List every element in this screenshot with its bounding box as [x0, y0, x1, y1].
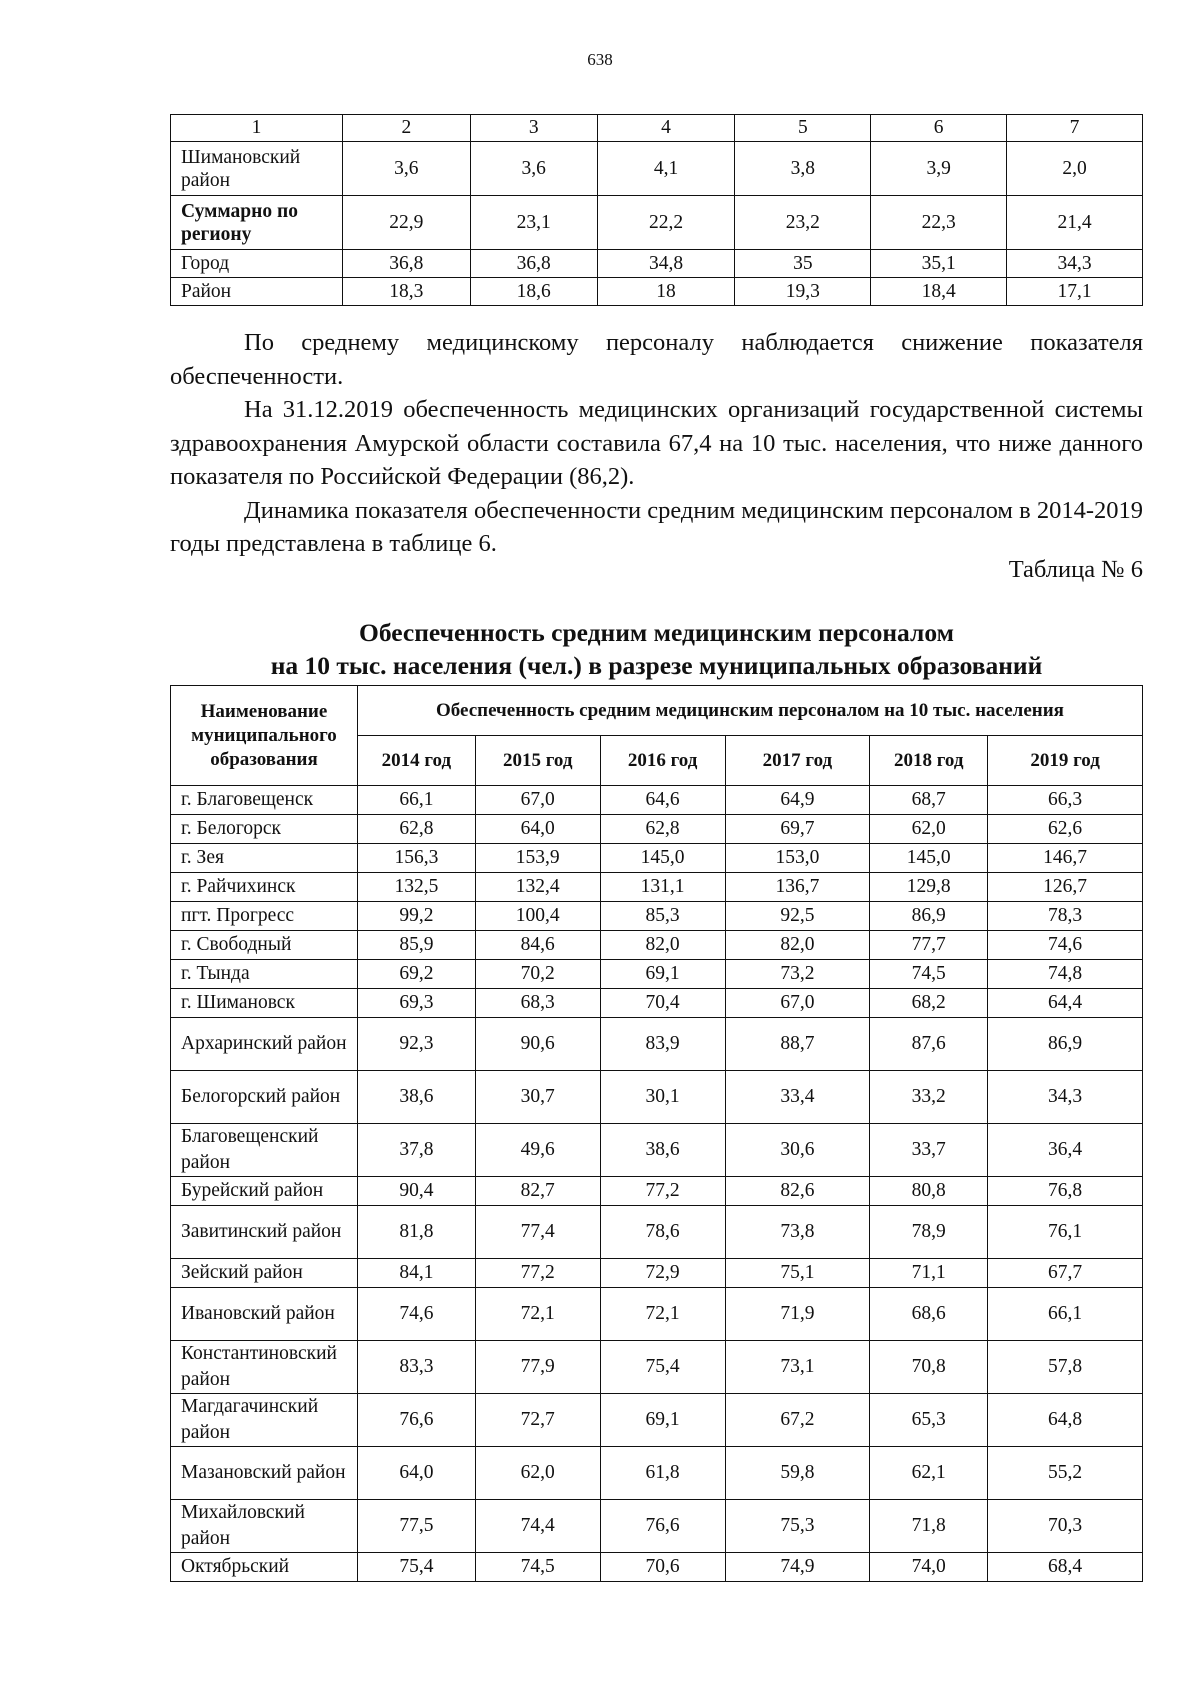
cell-value: 69,3 — [357, 989, 475, 1018]
municipality-name: Михайловский район — [171, 1500, 358, 1553]
cell-value: 76,6 — [600, 1500, 725, 1553]
cell-value: 71,8 — [870, 1500, 988, 1553]
cell-value: 77,5 — [357, 1500, 475, 1553]
municipality-name: Ивановский район — [171, 1288, 358, 1341]
cell-value: 81,8 — [357, 1206, 475, 1259]
cell-value: 86,9 — [988, 1018, 1143, 1071]
cell-value: 62,8 — [357, 815, 475, 844]
cell-value: 62,0 — [475, 1447, 600, 1500]
cell-value: 74,6 — [988, 931, 1143, 960]
paragraph: По среднему медицинскому персоналу наблюдается снижение показателя обеспеченности. — [170, 329, 1143, 390]
cell-value: 34,8 — [597, 250, 735, 278]
cell-value: 92,3 — [357, 1018, 475, 1071]
table-row-total — [171, 196, 1143, 250]
cell-value: 34,3 — [988, 1071, 1143, 1124]
table-row — [171, 902, 1143, 931]
cell-value: 66,1 — [988, 1288, 1143, 1341]
cell-value: 36,8 — [342, 250, 470, 278]
row-name: Район — [171, 278, 343, 306]
municipality-name: Белогорский район — [171, 1071, 358, 1124]
cell-value: 77,4 — [475, 1206, 600, 1259]
cell-value: 68,2 — [870, 989, 988, 1018]
table-row — [171, 1553, 1143, 1582]
cell-value: 83,3 — [357, 1341, 475, 1394]
cell-value: 33,4 — [725, 1071, 870, 1124]
cell-value: 49,6 — [475, 1124, 600, 1177]
cell-value: 22,3 — [871, 196, 1007, 250]
column-number: 5 — [735, 115, 871, 142]
municipality-name: г. Зея — [171, 844, 358, 873]
cell-value: 82,0 — [725, 931, 870, 960]
municipality-name: Благовещенский район — [171, 1124, 358, 1177]
table-row — [171, 1341, 1143, 1394]
cell-value: 64,0 — [475, 815, 600, 844]
cell-value: 86,9 — [870, 902, 988, 931]
cell-value: 38,6 — [600, 1124, 725, 1177]
table-label: Таблица № 6 — [1008, 556, 1143, 583]
cell-value: 64,9 — [725, 786, 870, 815]
cell-value: 71,9 — [725, 1288, 870, 1341]
cell-value: 75,3 — [725, 1500, 870, 1553]
column-number: 7 — [1007, 115, 1143, 142]
cell-value: 37,8 — [357, 1124, 475, 1177]
table-row — [171, 786, 1143, 815]
cell-value: 78,9 — [870, 1206, 988, 1259]
cell-value: 87,6 — [870, 1018, 988, 1071]
cell-value: 84,1 — [357, 1259, 475, 1288]
table-row — [171, 278, 1143, 306]
cell-value: 57,8 — [988, 1341, 1143, 1394]
cell-value: 70,4 — [600, 989, 725, 1018]
municipality-name: Зейский район — [171, 1259, 358, 1288]
municipality-name: г. Райчихинск — [171, 873, 358, 902]
cell-value: 34,3 — [1007, 250, 1143, 278]
cell-value: 82,0 — [600, 931, 725, 960]
cell-value: 70,2 — [475, 960, 600, 989]
cell-value: 129,8 — [870, 873, 988, 902]
cell-value: 100,4 — [475, 902, 600, 931]
cell-value: 146,7 — [988, 844, 1143, 873]
cell-value: 77,7 — [870, 931, 988, 960]
row-name: Суммарно по региону — [171, 196, 343, 250]
table-row — [171, 960, 1143, 989]
column-number: 2 — [342, 115, 470, 142]
year-header: 2015 год — [475, 736, 600, 786]
cell-value: 69,1 — [600, 960, 725, 989]
cell-value: 76,1 — [988, 1206, 1143, 1259]
cell-value: 72,9 — [600, 1259, 725, 1288]
continued-table — [170, 114, 1143, 306]
cell-value: 23,2 — [735, 196, 871, 250]
cell-value: 85,9 — [357, 931, 475, 960]
year-header: 2019 год — [988, 736, 1143, 786]
table-row — [171, 1394, 1143, 1447]
cell-value: 80,8 — [870, 1177, 988, 1206]
cell-value: 69,1 — [600, 1394, 725, 1447]
municipality-name: Мазановский район — [171, 1447, 358, 1500]
table-body — [171, 786, 1143, 1582]
cell-value: 145,0 — [600, 844, 725, 873]
cell-value: 4,1 — [597, 142, 735, 196]
table-row — [171, 1206, 1143, 1259]
cell-value: 67,0 — [725, 989, 870, 1018]
paragraph: Динамика показателя обеспеченности средним медицинским персоналом в 2014-2019 годы представлена в таблице 6. — [170, 496, 1143, 557]
cell-value: 62,1 — [870, 1447, 988, 1500]
table-header-row — [171, 686, 1143, 736]
cell-value: 38,6 — [357, 1071, 475, 1124]
cell-value: 66,3 — [988, 786, 1143, 815]
municipality-name: пгт. Прогресс — [171, 902, 358, 931]
paragraph: На 31.12.2019 обеспеченность медицинских организаций государственной системы здравоохранения Амурской области составила 67,4 на 10 тыс. населения, что ниже данного показателя по Российской Федерации (86,2). — [170, 396, 1143, 490]
group-column-header: Обеспеченность средним медицинским персоналом на 10 тыс. населения — [357, 686, 1142, 736]
cell-value: 85,3 — [600, 902, 725, 931]
cell-value: 33,2 — [870, 1071, 988, 1124]
municipality-name: г. Белогорск — [171, 815, 358, 844]
cell-value: 153,0 — [725, 844, 870, 873]
cell-value: 74,8 — [988, 960, 1143, 989]
cell-value: 72,7 — [475, 1394, 600, 1447]
cell-value: 17,1 — [1007, 278, 1143, 306]
cell-value: 92,5 — [725, 902, 870, 931]
cell-value: 84,6 — [475, 931, 600, 960]
year-header: 2018 год — [870, 736, 988, 786]
cell-value: 77,9 — [475, 1341, 600, 1394]
cell-value: 3,6 — [470, 142, 597, 196]
cell-value: 70,8 — [870, 1341, 988, 1394]
cell-value: 145,0 — [870, 844, 988, 873]
cell-value: 156,3 — [357, 844, 475, 873]
cell-value: 77,2 — [475, 1259, 600, 1288]
cell-value: 70,3 — [988, 1500, 1143, 1553]
municipality-name: г. Шимановск — [171, 989, 358, 1018]
cell-value: 73,8 — [725, 1206, 870, 1259]
cell-value: 67,2 — [725, 1394, 870, 1447]
cell-value: 18,6 — [470, 278, 597, 306]
cell-value: 18 — [597, 278, 735, 306]
column-number: 6 — [871, 115, 1007, 142]
cell-value: 65,3 — [870, 1394, 988, 1447]
table-row — [171, 844, 1143, 873]
cell-value: 33,7 — [870, 1124, 988, 1177]
cell-value: 61,8 — [600, 1447, 725, 1500]
cell-value: 3,6 — [342, 142, 470, 196]
cell-value: 36,8 — [470, 250, 597, 278]
cell-value: 67,7 — [988, 1259, 1143, 1288]
table-title-line: Обеспеченность средним медицинским персоналом — [359, 618, 954, 647]
cell-value: 90,6 — [475, 1018, 600, 1071]
cell-value: 73,1 — [725, 1341, 870, 1394]
municipality-name: Завитинский район — [171, 1206, 358, 1259]
cell-value: 21,4 — [1007, 196, 1143, 250]
cell-value: 75,1 — [725, 1259, 870, 1288]
cell-value: 69,7 — [725, 815, 870, 844]
cell-value: 73,2 — [725, 960, 870, 989]
table-title-line: на 10 тыс. населения (чел.) в разрезе муниципальных образований — [270, 651, 1043, 680]
municipality-name: г. Тында — [171, 960, 358, 989]
cell-value: 68,4 — [988, 1553, 1143, 1582]
cell-value: 153,9 — [475, 844, 600, 873]
cell-value: 77,2 — [600, 1177, 725, 1206]
municipality-name: г. Свободный — [171, 931, 358, 960]
cell-value: 68,3 — [475, 989, 600, 1018]
cell-value: 74,5 — [870, 960, 988, 989]
municipality-name: г. Благовещенск — [171, 786, 358, 815]
cell-value: 62,0 — [870, 815, 988, 844]
cell-value: 22,9 — [342, 196, 470, 250]
table-title — [170, 616, 1143, 682]
cell-value: 76,8 — [988, 1177, 1143, 1206]
year-header: 2017 год — [725, 736, 870, 786]
cell-value: 90,4 — [357, 1177, 475, 1206]
cell-value: 69,2 — [357, 960, 475, 989]
cell-value: 30,7 — [475, 1071, 600, 1124]
cell-value: 30,6 — [725, 1124, 870, 1177]
cell-value: 70,6 — [600, 1553, 725, 1582]
table-row — [171, 931, 1143, 960]
municipality-name: Архаринский район — [171, 1018, 358, 1071]
cell-value: 88,7 — [725, 1018, 870, 1071]
cell-value: 23,1 — [470, 196, 597, 250]
column-number: 1 — [171, 115, 343, 142]
table-row — [171, 1259, 1143, 1288]
cell-value: 59,8 — [725, 1447, 870, 1500]
cell-value: 22,2 — [597, 196, 735, 250]
cell-value: 64,0 — [357, 1447, 475, 1500]
municipality-name: Магдагачинский район — [171, 1394, 358, 1447]
cell-value: 71,1 — [870, 1259, 988, 1288]
table-row — [171, 1177, 1143, 1206]
cell-value: 132,4 — [475, 873, 600, 902]
cell-value: 68,6 — [870, 1288, 988, 1341]
cell-value: 18,4 — [871, 278, 1007, 306]
cell-value: 64,8 — [988, 1394, 1143, 1447]
cell-value: 126,7 — [988, 873, 1143, 902]
table-row — [171, 142, 1143, 196]
row-name: Шимановский район — [171, 142, 343, 196]
cell-value: 35,1 — [871, 250, 1007, 278]
cell-value: 19,3 — [735, 278, 871, 306]
cell-value: 35 — [735, 250, 871, 278]
table-row — [171, 873, 1143, 902]
name-column-header: Наименование муниципального образования — [171, 686, 358, 786]
table-row — [171, 1071, 1143, 1124]
cell-value: 136,7 — [725, 873, 870, 902]
cell-value: 72,1 — [475, 1288, 600, 1341]
table-row — [171, 250, 1143, 278]
cell-value: 64,6 — [600, 786, 725, 815]
cell-value: 67,0 — [475, 786, 600, 815]
cell-value: 2,0 — [1007, 142, 1143, 196]
cell-value: 74,5 — [475, 1553, 600, 1582]
table-row — [171, 1500, 1143, 1553]
cell-value: 131,1 — [600, 873, 725, 902]
cell-value: 74,6 — [357, 1288, 475, 1341]
table-row — [171, 1018, 1143, 1071]
cell-value: 66,1 — [357, 786, 475, 815]
cell-value: 74,4 — [475, 1500, 600, 1553]
table-row — [171, 989, 1143, 1018]
cell-value: 78,3 — [988, 902, 1143, 931]
table-row — [171, 1288, 1143, 1341]
body-text — [170, 326, 1143, 561]
cell-value: 64,4 — [988, 989, 1143, 1018]
cell-value: 75,4 — [357, 1553, 475, 1582]
cell-value: 3,8 — [735, 142, 871, 196]
cell-value: 132,5 — [357, 873, 475, 902]
municipality-name: Константиновский район — [171, 1341, 358, 1394]
cell-value: 3,9 — [871, 142, 1007, 196]
cell-value: 74,9 — [725, 1553, 870, 1582]
cell-value: 18,3 — [342, 278, 470, 306]
table-row — [171, 1447, 1143, 1500]
cell-value: 74,0 — [870, 1553, 988, 1582]
cell-value: 75,4 — [600, 1341, 725, 1394]
year-header: 2016 год — [600, 736, 725, 786]
cell-value: 72,1 — [600, 1288, 725, 1341]
cell-value: 62,8 — [600, 815, 725, 844]
cell-value: 30,1 — [600, 1071, 725, 1124]
row-name: Город — [171, 250, 343, 278]
cell-value: 55,2 — [988, 1447, 1143, 1500]
cell-value: 68,7 — [870, 786, 988, 815]
cell-value: 82,6 — [725, 1177, 870, 1206]
year-header: 2014 год — [357, 736, 475, 786]
cell-value: 78,6 — [600, 1206, 725, 1259]
page-number: 638 — [587, 50, 613, 69]
cell-value: 36,4 — [988, 1124, 1143, 1177]
municipality-name: Бурейский район — [171, 1177, 358, 1206]
cell-value: 62,6 — [988, 815, 1143, 844]
staffing-table — [170, 685, 1143, 1582]
cell-value: 76,6 — [357, 1394, 475, 1447]
municipality-name: Октябрьский — [171, 1553, 358, 1582]
cell-value: 99,2 — [357, 902, 475, 931]
column-number: 4 — [597, 115, 735, 142]
column-number: 3 — [470, 115, 597, 142]
table-row — [171, 1124, 1143, 1177]
table-header-row — [171, 115, 1143, 142]
table-row — [171, 815, 1143, 844]
cell-value: 82,7 — [475, 1177, 600, 1206]
cell-value: 83,9 — [600, 1018, 725, 1071]
